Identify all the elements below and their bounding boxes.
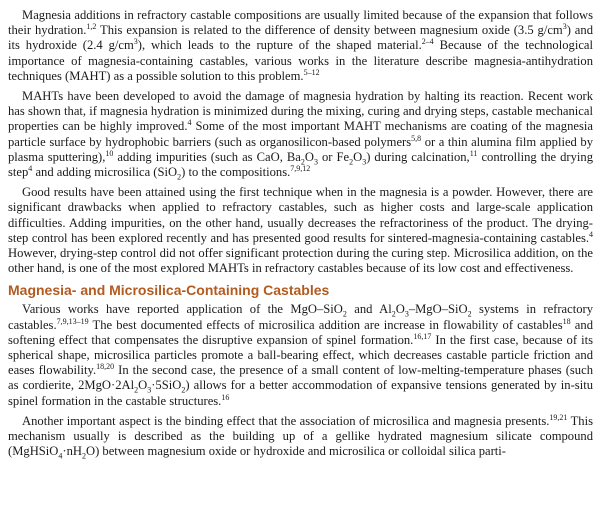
text-run: –MgO–SiO bbox=[408, 302, 468, 317]
text-run: ) to the compositions. bbox=[181, 165, 291, 180]
text-run: Some of the most important MAHT mechanisms are coating of the magnesia particle surface by hydrophobic barriers (such as organosilicon-based polymers bbox=[8, 119, 593, 149]
subscript: 3 bbox=[147, 385, 152, 395]
text-run: ·5SiO bbox=[151, 378, 182, 393]
paragraph-1 bbox=[8, 8, 593, 84]
subscript: 4 bbox=[58, 451, 63, 461]
citation-ref: 19,21 bbox=[549, 412, 568, 422]
text-run: This mechanism usually is described as the building up of a gellike hydrated magnesium silicate compound (MgHSiO bbox=[8, 413, 593, 459]
text-run: Various works have reported application of the MgO–SiO bbox=[22, 302, 343, 317]
subscript: 2 bbox=[134, 385, 139, 395]
subscript: 2 bbox=[81, 451, 86, 461]
text-run: O bbox=[395, 302, 405, 317]
superscript: 3 bbox=[133, 37, 138, 47]
text-run: Another important aspect is the binding effect that the association of microsilica and magnesia presents. bbox=[22, 413, 550, 428]
citation-ref: 4 bbox=[28, 163, 33, 173]
subscript: 2 bbox=[349, 157, 354, 167]
citation-ref: 7,9,12 bbox=[290, 163, 311, 173]
text-run: Magnesia additions in refractory castable compositions are usually limited because of the expansion that follows their hydration. bbox=[8, 8, 593, 38]
text-run: Because of the technological importance of magnesia-containing castables, various works in the literature describe magnesia-antihydration techniques (MAHT) as a possible solution to this problem. bbox=[8, 38, 593, 83]
text-run: O bbox=[304, 149, 314, 164]
text-run: and softening effect that compensates the disruptive expansion of spinel formation. bbox=[8, 317, 593, 347]
text-run: ·nH bbox=[62, 444, 82, 459]
citation-ref: 4 bbox=[187, 118, 192, 128]
subscript: 3 bbox=[313, 157, 318, 167]
text-run: ) during calcination, bbox=[366, 149, 470, 164]
citation-ref: 4 bbox=[589, 229, 593, 239]
text-run: O bbox=[138, 378, 148, 393]
superscript: 3 bbox=[562, 22, 567, 32]
text-run: ), which leads to the rupture of the shaped material. bbox=[137, 38, 422, 53]
paragraph-2 bbox=[8, 89, 593, 180]
text-run: However, drying-step control did not offer significant protection during the curing step. Microsilica addition, on the other hand, is one of the most explored MAHTs in refractory castables because of its low cost and effectiveness. bbox=[8, 246, 593, 276]
paragraph-3 bbox=[8, 185, 593, 276]
citation-ref: 10 bbox=[105, 148, 114, 158]
text-run: ) and its hydroxide (2.4 g/cm bbox=[8, 23, 593, 53]
section-heading: Magnesia- and Microsilica-Containing Castables bbox=[8, 282, 330, 299]
subscript: 2 bbox=[467, 309, 472, 319]
paragraph-4 bbox=[8, 302, 593, 408]
subscript: 2 bbox=[177, 172, 182, 182]
text-run: The best documented effects of microsilica addition are increase in flowability of castables bbox=[88, 317, 563, 332]
text-run: systems in refractory castables. bbox=[8, 302, 594, 332]
subscript: 3 bbox=[404, 309, 409, 319]
subscript: 2 bbox=[300, 157, 305, 167]
citation-ref: 18 bbox=[562, 316, 571, 326]
subscript: 2 bbox=[391, 309, 396, 319]
text-run: and adding microsilica (SiO bbox=[32, 165, 178, 180]
text-run: MAHTs have been developed to avoid the damage of magnesia hydration by halting its reaction. Recent work has shown that, if magnesia hydration is minimized during the mixing, curing and drying steps, castable mechanical properties can be highly improved. bbox=[8, 89, 593, 134]
citation-ref: 18,20 bbox=[96, 362, 115, 372]
text-run: In the first case, because of its spherical shape, microsilica particles promote a ball-bearing effect, which decreases castable particle friction and eases flowability. bbox=[8, 332, 593, 378]
citation-ref: 16,17 bbox=[413, 331, 432, 341]
text-run: or Fe bbox=[317, 149, 350, 164]
paragraph-5 bbox=[8, 414, 593, 460]
citation-ref: 1,2 bbox=[86, 22, 97, 32]
text-run: and Al bbox=[346, 302, 392, 317]
citation-ref: 7,9,13–19 bbox=[56, 316, 89, 326]
text-run: This expansion is related to the difference of density between magnesium oxide (3.5 g/cm bbox=[96, 23, 563, 38]
subscript: 3 bbox=[362, 157, 367, 167]
text-run: O) between magnesium oxide or hydroxide and microsilica or colloidal silica parti- bbox=[85, 444, 506, 459]
text-run: ) allows for a better accommodation of expansive tensions generated by in-situ spinel formation in the castable structures. bbox=[8, 378, 593, 408]
subscript: 2 bbox=[181, 385, 186, 395]
subscript: 2 bbox=[342, 309, 347, 319]
citation-ref: 16 bbox=[221, 392, 230, 402]
text-run: adding impurities (such as CaO, Ba bbox=[113, 149, 301, 164]
citation-ref: 2–4 bbox=[421, 37, 434, 47]
text-run: In the second case, the presence of a small content of low-melting-temperature phases (such as cordierite, 2MgO·2Al bbox=[8, 363, 593, 393]
citation-ref: 5,8 bbox=[411, 133, 422, 143]
text-run: controlling the drying step bbox=[8, 149, 594, 180]
citation-ref: 11 bbox=[469, 148, 478, 158]
text-run: Good results have been attained using the first technique when in the magnesia is a powder. However, there are significant drawbacks when applied to refractory castables, such as higher costs and large-scale application difficulties. Adding impurities, on the other hand, usually decreases the refractoriness of the product. The drying-step control has been explored recently and has presented good results for sintered-magnesia-containing castables. bbox=[8, 185, 593, 245]
text-run: O bbox=[353, 149, 363, 164]
text-run: or a thin alumina film applied by plasma sputtering), bbox=[8, 134, 593, 164]
citation-ref: 5–12 bbox=[303, 67, 320, 77]
